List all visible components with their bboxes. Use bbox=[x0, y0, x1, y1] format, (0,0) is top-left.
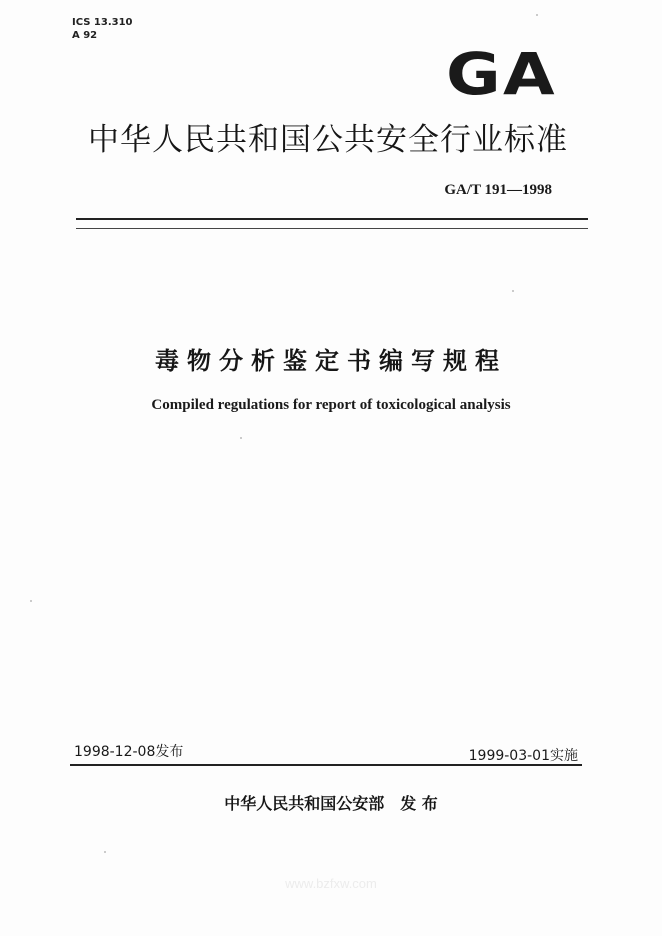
publisher-name: 中华人民共和国公安部 bbox=[224, 794, 385, 813]
publisher-line bbox=[0, 791, 662, 814]
publish-action: 发 布 bbox=[400, 794, 438, 813]
document-title: 毒物分析鉴定书编写规程 bbox=[155, 347, 507, 375]
header-divider-thin bbox=[76, 228, 588, 229]
scan-speck bbox=[512, 290, 514, 292]
ics-block bbox=[72, 16, 133, 42]
implementation-date: 1999-03-01实施 bbox=[468, 748, 578, 764]
scan-speck bbox=[104, 851, 106, 853]
classification-code: A 92 bbox=[72, 30, 98, 41]
footer-divider bbox=[70, 764, 582, 766]
scan-speck bbox=[30, 600, 32, 602]
header-divider bbox=[76, 218, 588, 220]
watermark: www.bzfxw.com bbox=[285, 876, 377, 891]
scan-speck bbox=[240, 437, 242, 439]
standard-number: GA/T 191—1998 bbox=[444, 182, 552, 198]
issue-date: 1998-12-08发布 bbox=[74, 744, 184, 760]
scan-speck bbox=[536, 14, 538, 16]
ics-code: ICS 13.310 bbox=[72, 17, 133, 28]
ga-logo: GA bbox=[446, 40, 557, 108]
standard-category-title: 中华人民共和国公共安全行业标准 bbox=[88, 122, 568, 158]
document-subtitle-en: Compiled regulations for report of toxicological analysis bbox=[151, 397, 511, 413]
